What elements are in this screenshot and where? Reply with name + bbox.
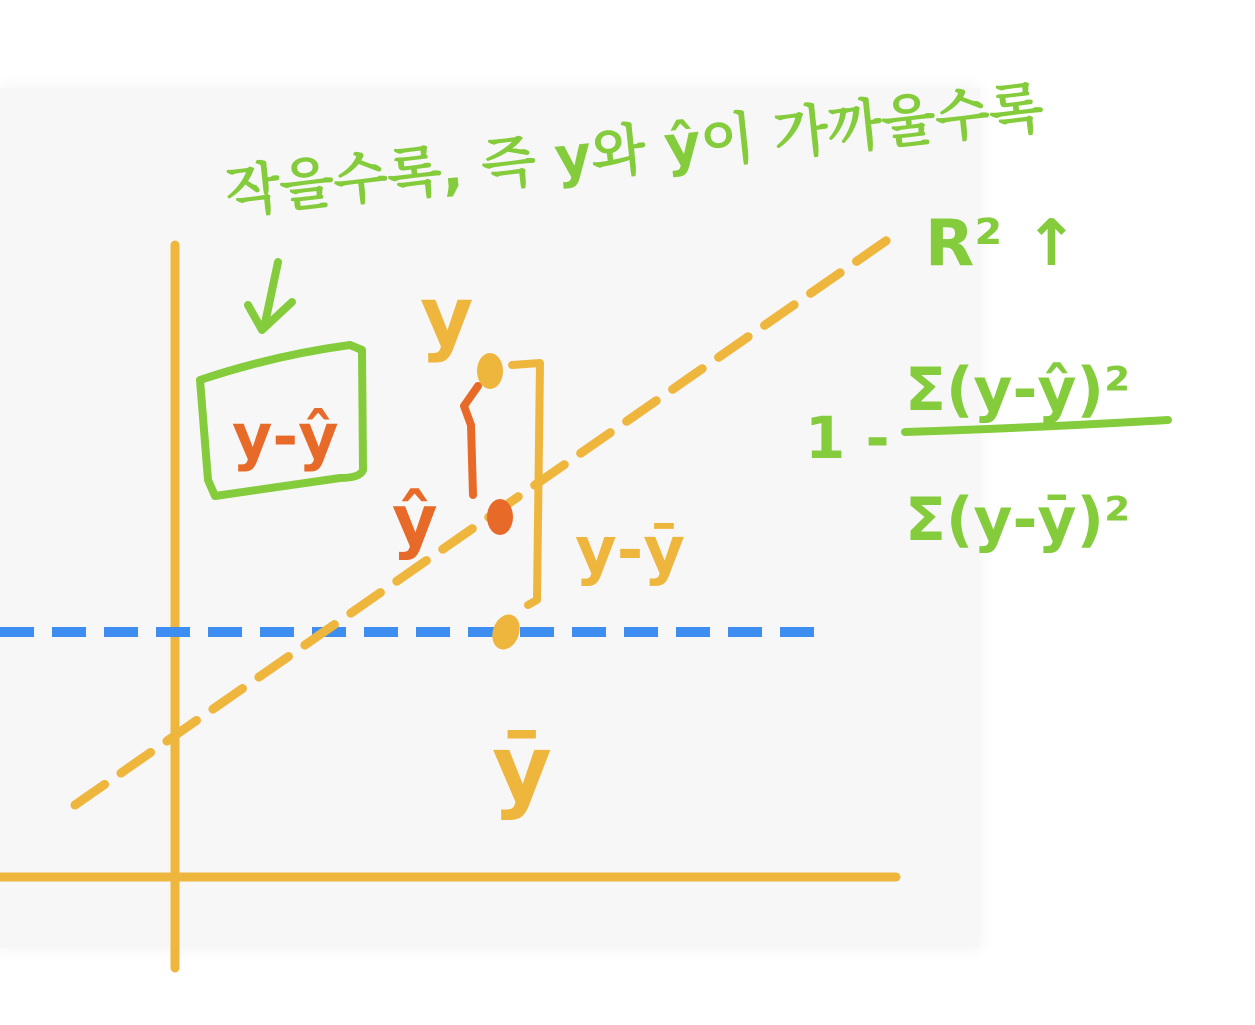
label-y: y	[420, 270, 474, 365]
box-residual-label: y-ŷ	[232, 400, 339, 473]
bracket-y-minus-ybar	[512, 363, 540, 605]
r-squared-label: R² ↑	[925, 207, 1079, 281]
formula-prefix: 1 -	[805, 404, 890, 472]
label-y-minus-ybar: y-ȳ	[575, 514, 685, 588]
point-y-bar	[488, 611, 525, 654]
bracket-residual	[464, 386, 478, 495]
label-y-bar: ȳ	[492, 715, 552, 822]
formula-numerator: Σ(y-ŷ)²	[905, 355, 1131, 425]
arrow-icon	[248, 262, 292, 330]
regression-line	[75, 236, 893, 805]
point-y-hat	[487, 499, 513, 535]
label-y-hat: ŷ	[392, 480, 438, 562]
point-y	[477, 353, 503, 389]
note-korean: 작을수록, 즉 y와 ŷ이 가까울수록	[222, 75, 1047, 226]
formula-denominator: Σ(y-ȳ)²	[905, 485, 1131, 555]
